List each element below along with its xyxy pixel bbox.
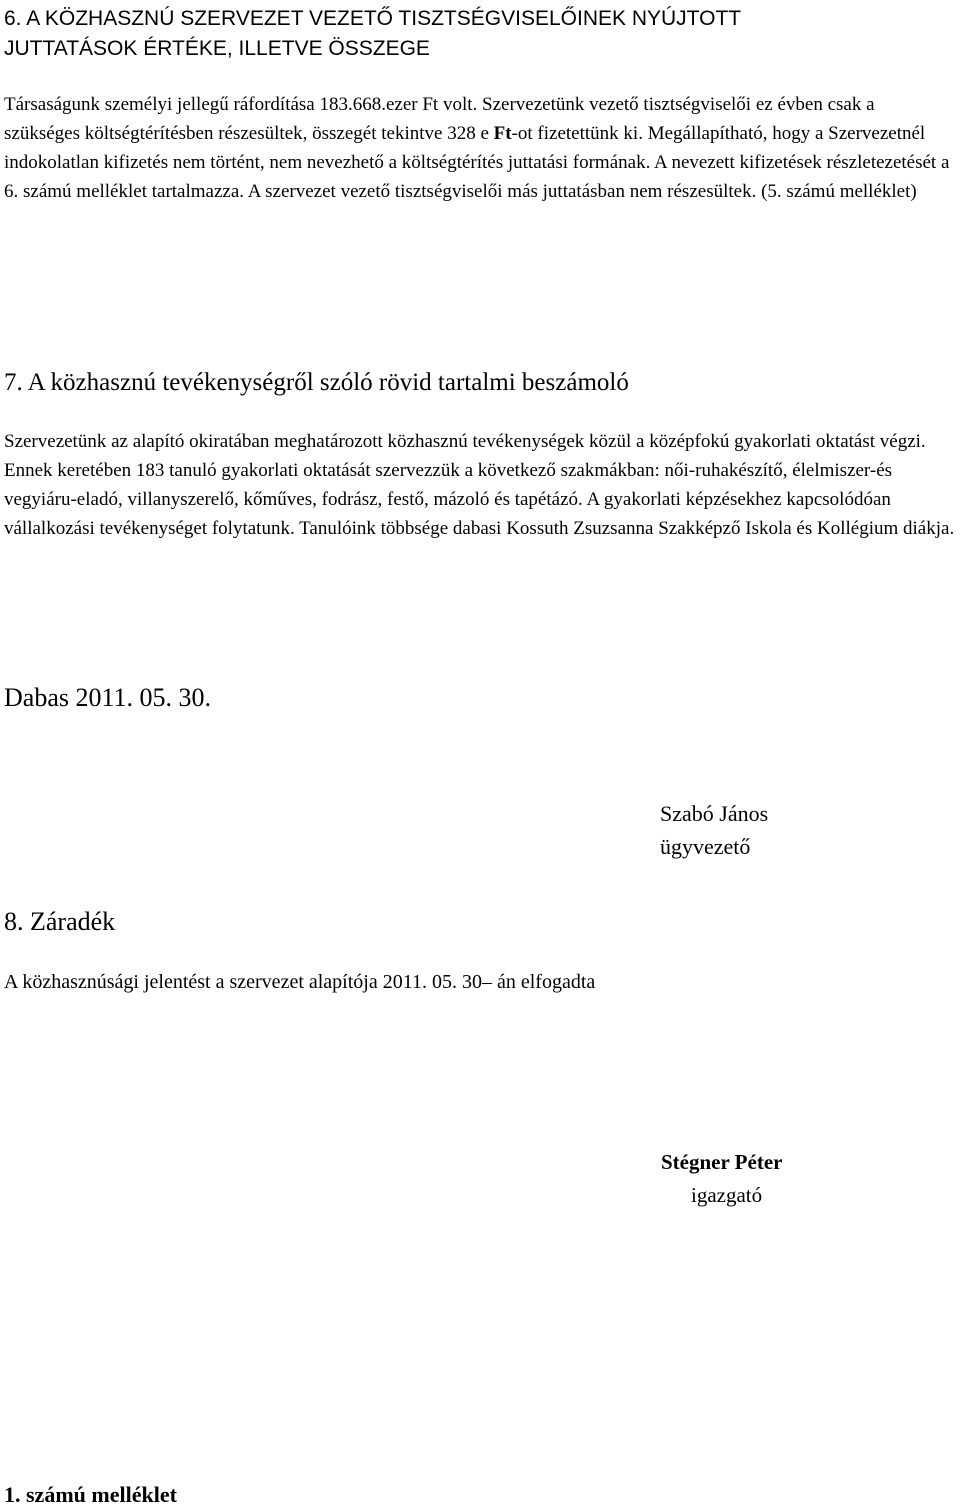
signatory-role: igazgató [691, 1183, 763, 1207]
section-8-title: 8. Záradék [4, 907, 116, 936]
section-6-ft-bold: Ft [493, 123, 512, 144]
section-6-text-part-1: Társaságunk személyi jellegű ráfordítása 183.668.ezer Ft volt. Szervezetünk vezető tisztségviselői ez évben csak a szükséges költségtérítésben részesültek, összegét tekintve 328 e [4, 94, 875, 144]
section-7-paragraph: Szervezetünk az alapító okiratában meghatározott közhasznú tevékenységek közül a középfokú gyakorlati oktatást végzi. Ennek keretében 183 tanuló gyakorlati oktatását szervezzük a következő szakmákban: női-ruhakészítő, élelmiszer-és vegyiáru-eladó, villanyszerelő, kőműves, fodrász, festő, mázoló és tapétázó. A gyakorlati képzésekhez kapcsolódóan vállalkozási tevékenységet folytatunk. Tanulóink többsége dabasi Kossuth Zsuzsanna Szakképző Iskola és Kollégium diákja. [4, 431, 955, 539]
signatory-name: Szabó János [660, 801, 769, 826]
annex-title: 1. számú melléklet [4, 1482, 177, 1507]
section-7-title: 7. A közhasznú tevékenységről szóló rövid tartalmi beszámoló [4, 369, 629, 396]
section-6-title-line-2: JUTTATÁSOK ÉRTÉKE, ILLETVE ÖSSZEGE [4, 37, 430, 60]
section-6-paragraph [4, 90, 954, 206]
section-6-title-line-1: 6. A KÖZHASZNÚ SZERVEZET VEZETŐ TISZTSÉGVISELŐINEK NYÚJTOTT [4, 7, 742, 30]
place-and-date: Dabas 2011. 05. 30. [4, 683, 212, 712]
signatory-name: Stégner Péter [661, 1150, 783, 1174]
section-8-paragraph: A közhasznúsági jelentést a szervezet alapítója 2011. 05. 30– án elfogadta [4, 971, 596, 993]
signature-block-ceo [660, 797, 768, 863]
section-6-text-part-2: -ot fizetettünk ki. Megállapítható, hogy a Szervezetnél indokolatlan kifizetés nem történt, nem nevezhető a költségtérítés juttatási formának. A nevezett kifizetések részletezetését a 6. számú melléklet tartalmazza. A szervezet vezető tisztségviselői más juttatásban nem részesültek. (5. számú melléklet) [4, 123, 950, 202]
section-6-title [4, 4, 954, 64]
signatory-role: ügyvezető [660, 834, 751, 859]
signature-block-director [661, 1146, 782, 1212]
